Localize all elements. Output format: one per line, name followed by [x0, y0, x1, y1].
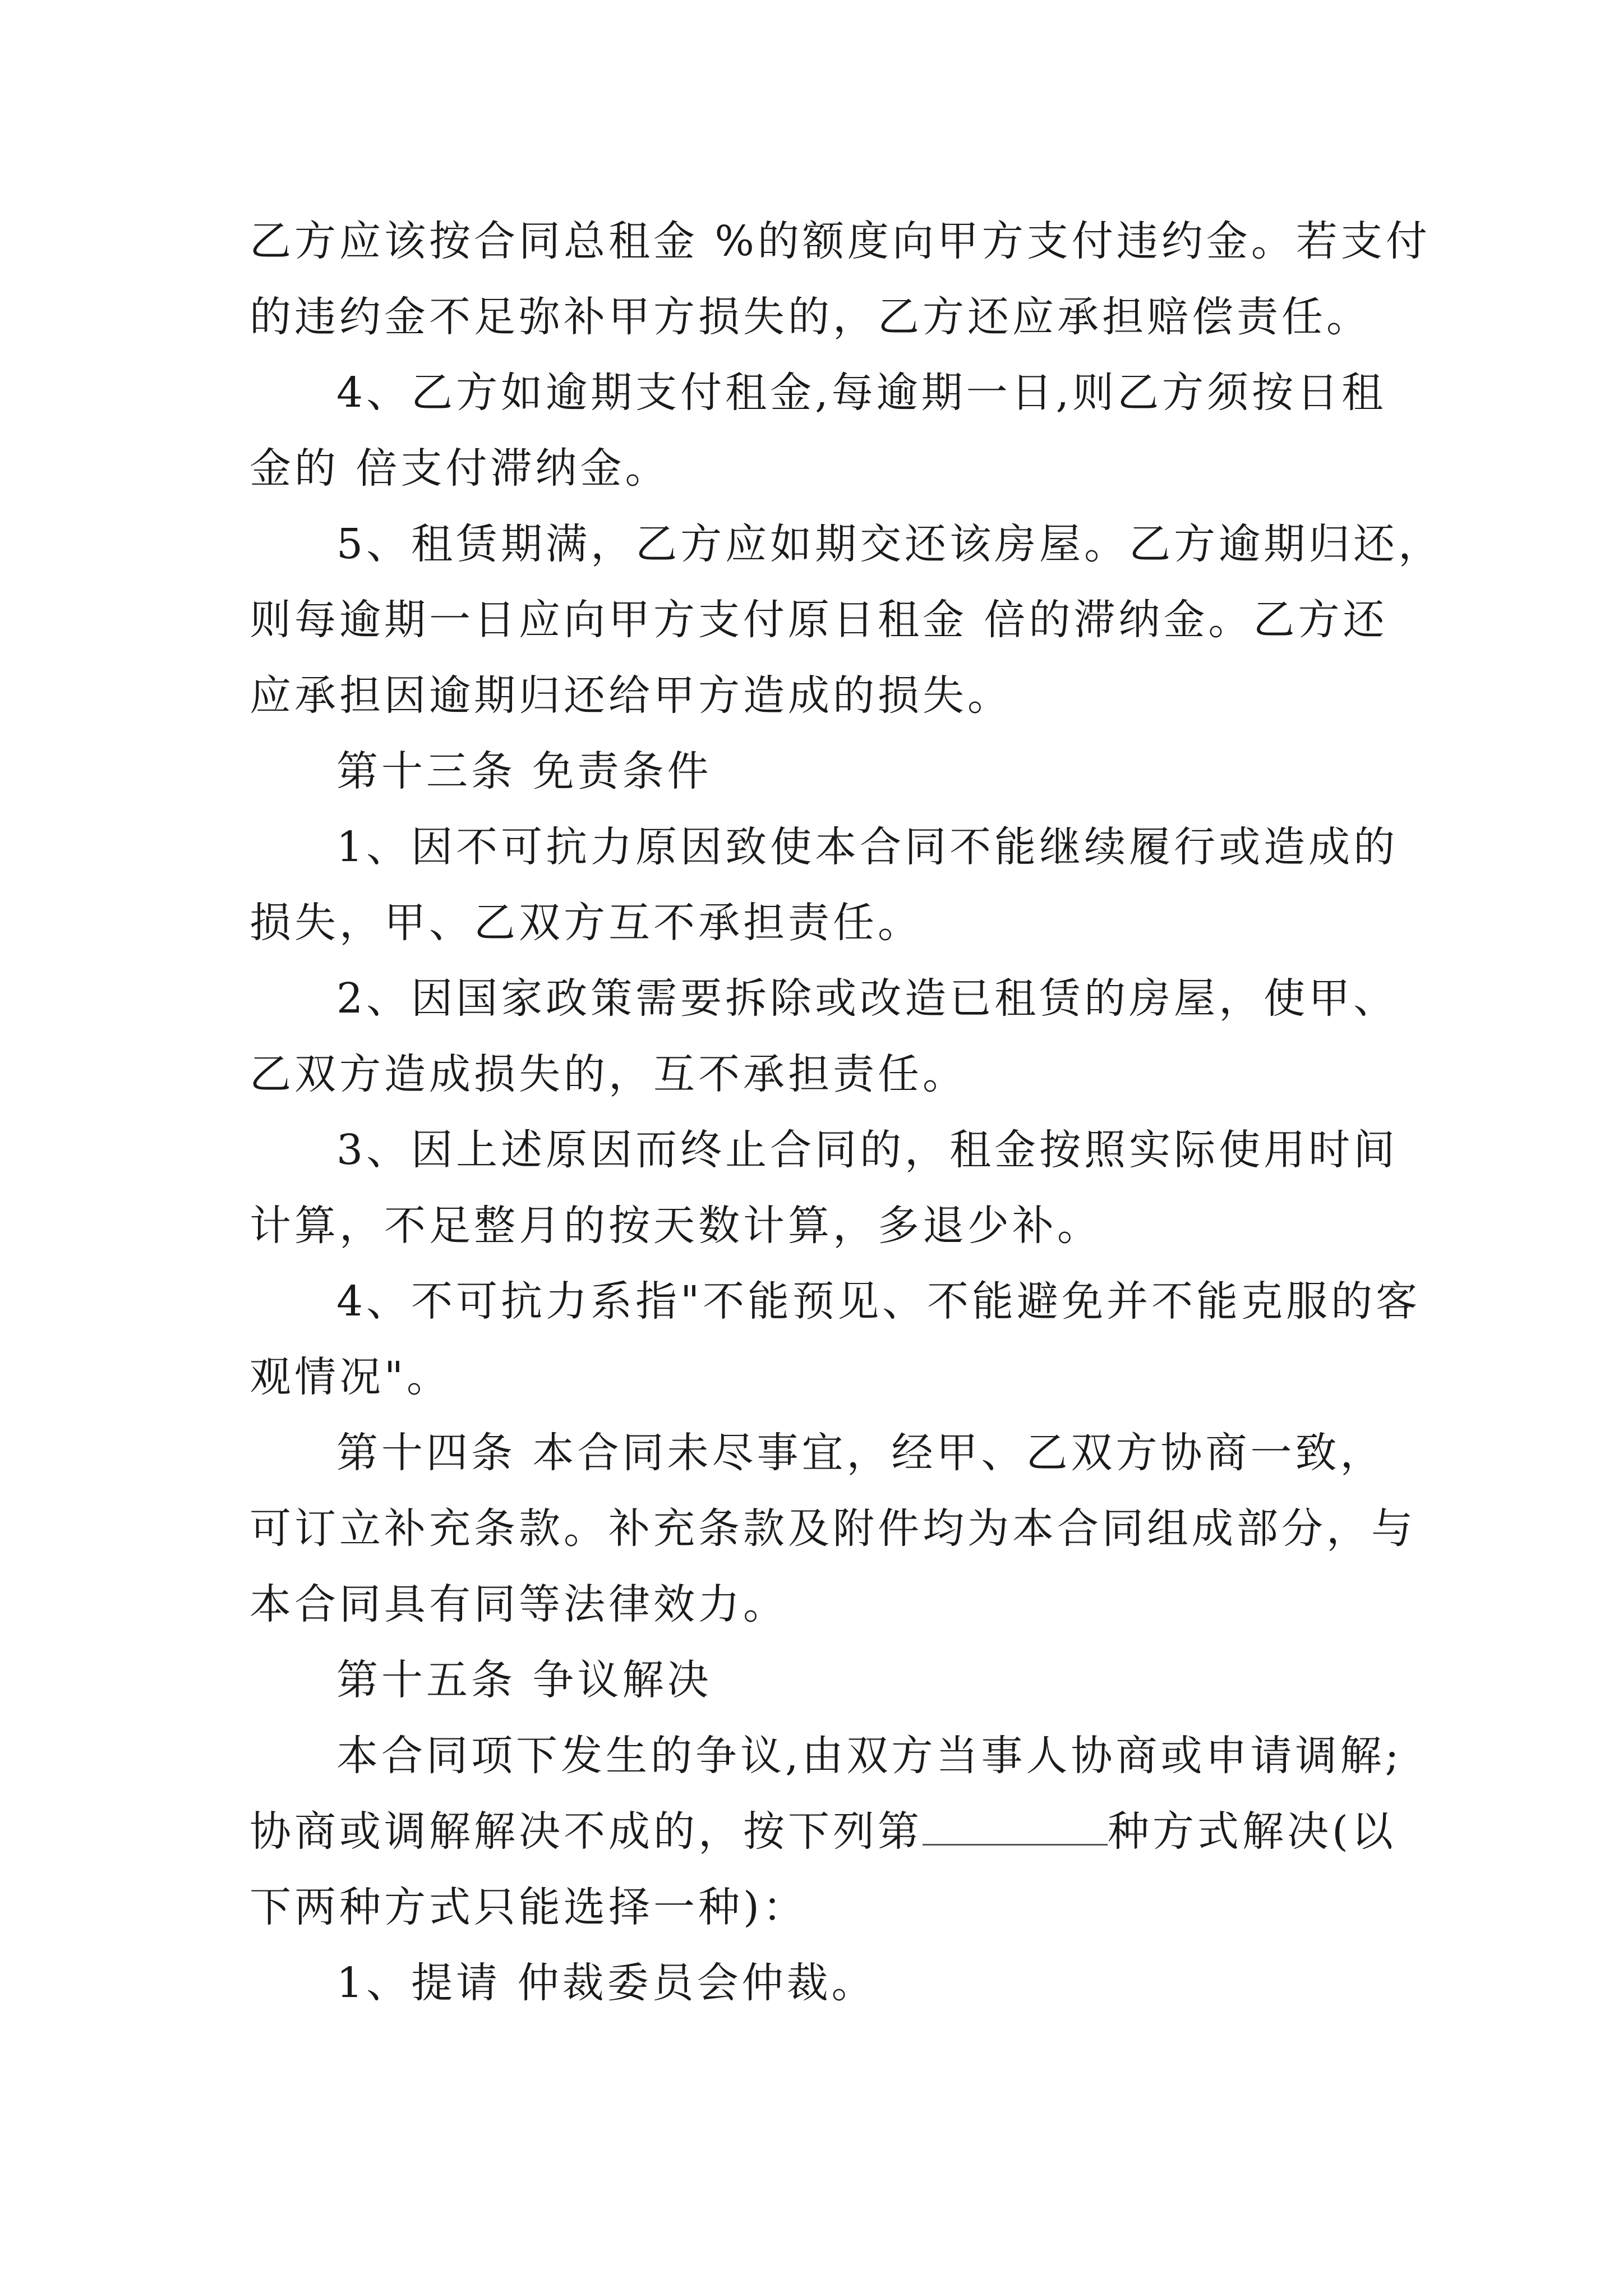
text-line: 损失，甲、乙双方互不承担责任。 — [250, 899, 923, 947]
text-line: 乙双方造成损失的，互不承担责任。 — [250, 1050, 967, 1098]
section-heading: 第十五条 争议解决 — [336, 1656, 712, 1704]
text-line: 应承担因逾期归还给甲方造成的损失。 — [250, 671, 1012, 720]
section-heading: 第十三条 免责条件 — [336, 747, 712, 795]
text-line: 1、因不可抗力原因致使本合同不能继续履行或造成的 — [336, 823, 1399, 871]
text-line: 3、因上述原因而终止合同的，租金按照实际使用时间 — [336, 1126, 1399, 1174]
text-line: 本合同具有同等法律效力。 — [250, 1580, 788, 1628]
text-line-with-blank — [250, 1798, 1396, 1865]
text-line: 的违约金不足弥补甲方损失的，乙方还应承担赔偿责任。 — [250, 293, 1371, 341]
text-line: 4、乙方如逾期支付租金,每逾期一日,则乙方须按日租 — [336, 369, 1387, 417]
text-line: 下两种方式只能选择一种)： — [250, 1883, 808, 1931]
text-line: 2、因国家政策需要拆除或改造已租赁的房屋，使甲、 — [336, 974, 1399, 1023]
text-segment: 协商或调解解决不成的，按下列第 — [250, 1807, 923, 1856]
text-line: 4、不可抗力系指"不能预见、不能避免并不能克服的客 — [336, 1277, 1421, 1326]
text-line: 金的 倍支付滞纳金。 — [250, 444, 670, 493]
text-line: 乙方应该按合同总租金 %的额度向甲方支付违约金。若支付 — [250, 217, 1431, 265]
text-line: 观情况"。 — [250, 1353, 452, 1401]
text-line: 计算，不足整月的按天数计算，多退少补。 — [250, 1202, 1102, 1250]
text-line: 1、提请 仲裁委员会仲裁。 — [336, 1959, 877, 2007]
text-line: 可订立补充条款。补充条款及附件均为本合同组成部分，与 — [250, 1504, 1416, 1553]
section-heading: 第十四条 本合同未尽事宜，经甲、乙双方协商一致， — [336, 1429, 1385, 1477]
text-line: 5、租赁期满，乙方应如期交还该房屋。乙方逾期归还， — [336, 520, 1444, 568]
fill-in-blank[interactable] — [923, 1810, 1108, 1846]
text-line: 本合同项下发生的争议,由双方当事人协商或申请调解; — [336, 1732, 1403, 1780]
text-segment: 种方式解决(以 — [1108, 1807, 1396, 1856]
text-line: 则每逾期一日应向甲方支付原日租金 倍的滞纳金。乙方还 — [250, 596, 1388, 644]
